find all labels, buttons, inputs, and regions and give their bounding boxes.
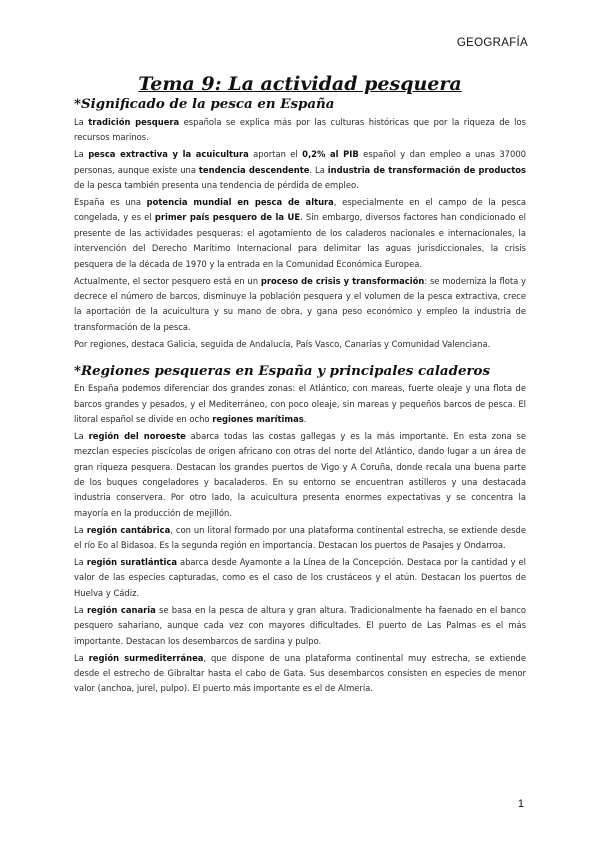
paragraph: La pesca extractiva y la acuicultura aportan el 0,2% al PIB español y dan empleo a unas 37000 personas, aunque existe una tendencia descendente. La industria de transformación de productos de la pesca también presenta una tendencia de pérdida de empleo. xyxy=(74,149,526,191)
paragraph: La región del noroeste abarca todas las costas gallegas y es la más importante. En esta zona se mezclan especies piscícolas de origen africano con otras del norte del Atlántico, dando lugar a un área de gran riqueza pesquera. Destacan los grandes puertos de Vigo y A Coruña, donde recala una buena parte de los buques congeladores y bacaladeros. En su entorno se encuentran astilleros y una destacada industria conservera. Por otro lado, la acuicultura presenta enormes expectativas y se concentra la mayoría en la producción de mejillón. xyxy=(74,430,527,518)
paragraph: La región surmediterránea, que dispone de una plataforma continental muy estrecha, se extiende desde el estrecho de Gibraltar hasta el cabo de Gata. Sus desembarcos consisten en especies de menor valor (anchoa, jurel, pulpo). El puerto más importante es el de Almería. xyxy=(74,652,526,694)
page-content xyxy=(74,71,526,698)
header-subject: GEOGRAFÍA xyxy=(456,37,528,49)
section-heading-significado: *Significado de la pesca en España xyxy=(74,96,335,112)
page-number: 1 xyxy=(517,798,524,810)
paragraph: La tradición pesquera española se explica más por las culturas históricas que por la riqueza de los recursos marinos. xyxy=(74,117,526,143)
paragraph: La región suratlántica abarca desde Ayamonte a la Línea de la Concepción. Destaca por la cantidad y el valor de las especies capturadas, como es el caso de los crustáceos y el atún. Destacan los puertos de Huelva y Cádiz. xyxy=(74,557,526,598)
paragraph: La región canaria se basa en la pesca de altura y gran altura. Tradicionalmente ha faenado en el banco pesquero sahariano, aunque cada vez con mayores dificultades. El puerto de Las Palmas es el más importante. Destacan los desembarcos de sardina y pulpo. xyxy=(74,604,526,646)
paragraph: Por regiones, destaca Galicia, seguida de Andalucía, País Vasco, Canarias y Comunidad Valenciana. xyxy=(74,338,491,349)
paragraph: La región cantábrica, con un litoral formado por una plataforma continental estrecha, se extiende desde el río Eo al Bidasoa. Es la segunda región en importancia. Destacan los puertos de Pasajes y Ondarroa. xyxy=(74,524,526,551)
page-title: Tema 9: La actividad pesquera xyxy=(138,73,462,95)
paragraph: Actualmente, el sector pesquero está en un proceso de crisis y transformación: se moderniza la flota y decrece el número de barcos, disminuye la población pesquera y el volumen de la pesca extractiva, crece la aportación de la acuicultura y su mano de obra, y gana peso económico y empleo la industria de transformación de la pesca. xyxy=(74,275,526,332)
section-heading-regiones: *Regiones pesqueras en España y principales caladeros xyxy=(74,363,491,380)
paragraph: En España podemos diferenciar dos grandes zonas: el Atlántico, con mareas, fuerte oleaje y una flota de barcos grandes y pesados, y el Mediterráneo, con poco oleaje, sin mareas y pequeños barcos de pesca. El litoral español se divide en ocho regiones marítimas. xyxy=(74,383,526,424)
paragraph: España es una potencia mundial en pesca de altura, especialmente en el campo de la pesca congelada, y es el primer país pesquero de la UE. Sin embargo, diversos factores han condicionado el presente de las actividades pesqueras: el agotamiento de los caladeros nacionales e internacionales, la intervención del Derecho Marítimo Internacional para delimitar las aguas jurisdiccionales, la crisis pesquera de la década de 1970 y la entrada en la Comunidad Económica Europea. xyxy=(74,197,526,269)
